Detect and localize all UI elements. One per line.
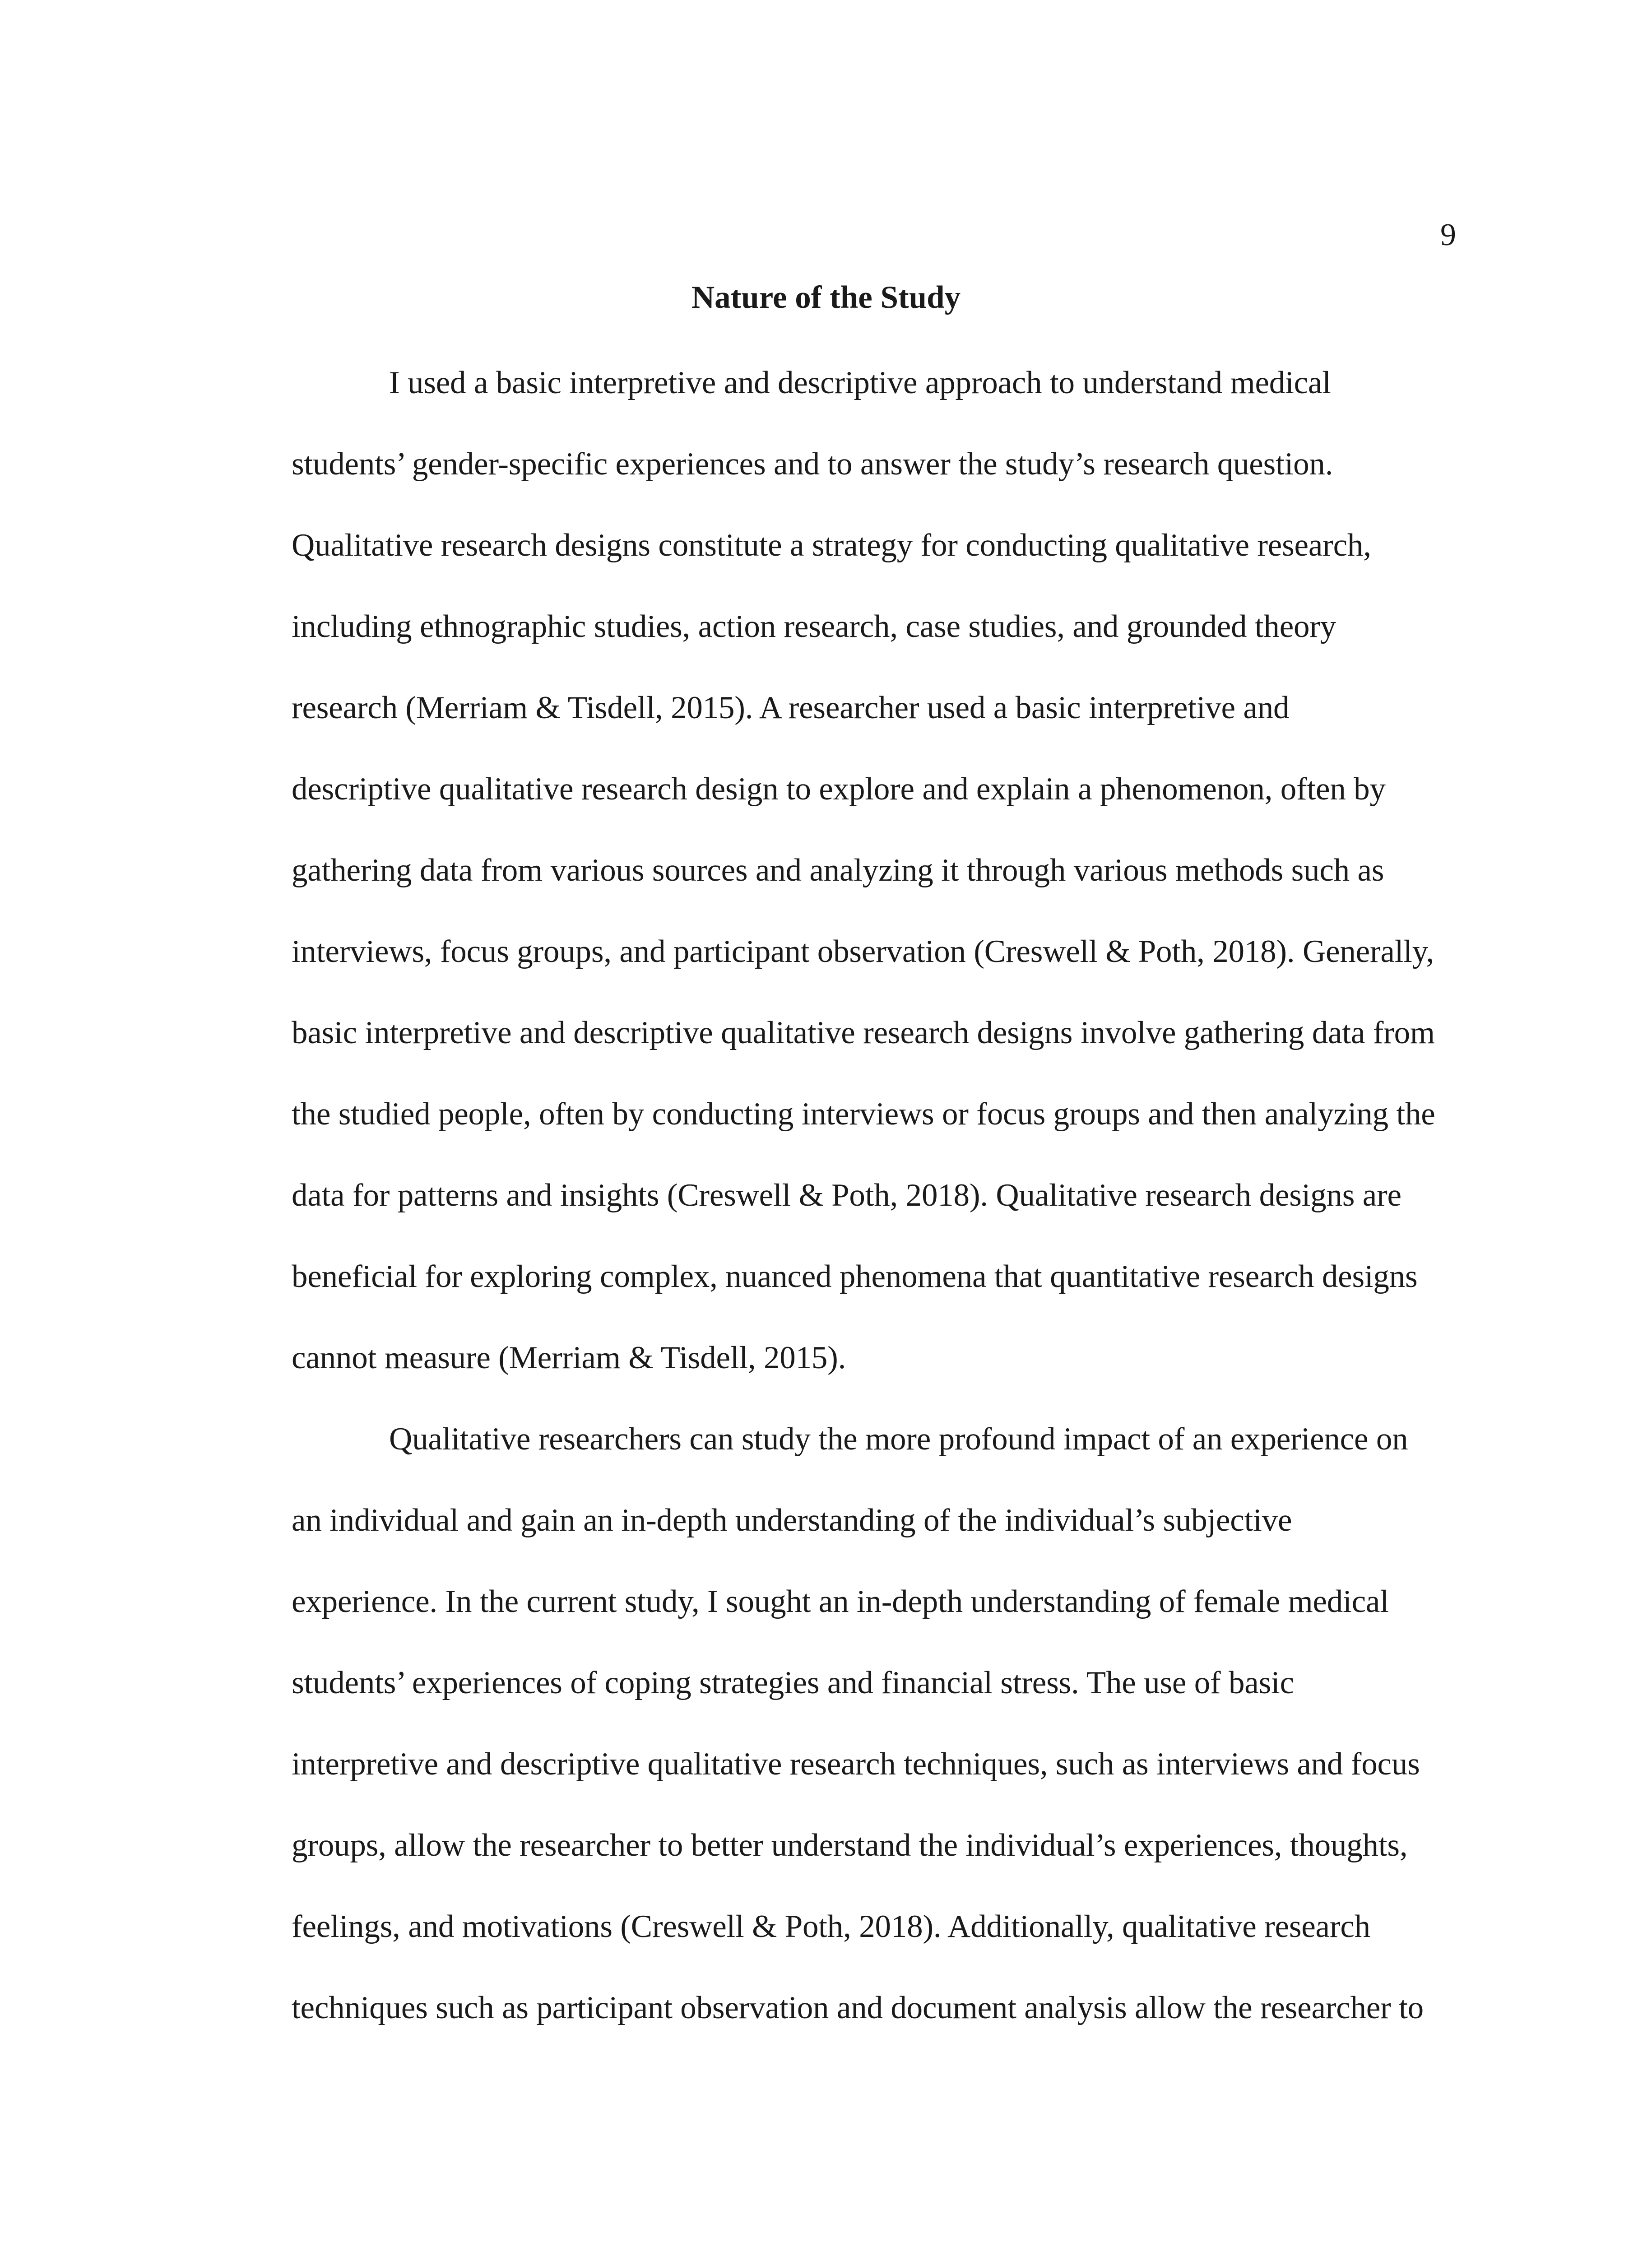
paragraph-1-line: cannot measure (Merriam & Tisdell, 2015). xyxy=(292,1340,846,1375)
paragraph-2-line: Qualitative researchers can study the more profound impact of an experience on xyxy=(389,1421,1408,1457)
paragraph-1-line: students’ gender-specific experiences and to answer the study’s research question. xyxy=(292,446,1333,482)
paragraph-1-line: the studied people, often by conducting interviews or focus groups and then analyzing the xyxy=(292,1096,1435,1132)
paragraph-1-line: gathering data from various sources and analyzing it through various methods such as xyxy=(292,853,1384,888)
page-number: 9 xyxy=(1440,218,1456,252)
paragraph-2-line: an individual and gain an in-depth understanding of the individual’s subjective xyxy=(292,1503,1292,1538)
paragraph-1-line: I used a basic interpretive and descriptive approach to understand medical xyxy=(389,365,1331,400)
paragraph-1-line: interviews, focus groups, and participant observation (Creswell & Poth, 2018). Generally, xyxy=(292,934,1434,969)
paragraph-2-line: students’ experiences of coping strategies and financial stress. The use of basic xyxy=(292,1665,1294,1700)
paragraph-1-line: including ethnographic studies, action research, case studies, and grounded theory xyxy=(292,609,1336,644)
paragraph-1-line: research (Merriam & Tisdell, 2015). A researcher used a basic interpretive and xyxy=(292,690,1290,725)
paragraph-2-line: techniques such as participant observation and document analysis allow the researcher to xyxy=(292,1990,1424,2025)
paragraph-2-line: experience. In the current study, I sought an in-depth understanding of female medical xyxy=(292,1584,1389,1619)
paragraph-1-line: data for patterns and insights (Creswell & Poth, 2018). Qualitative research designs are xyxy=(292,1178,1401,1213)
paragraph-2-line: groups, allow the researcher to better understand the individual’s experiences, thoughts, xyxy=(292,1828,1408,1863)
paragraph-1-line: descriptive qualitative research design to explore and explain a phenomenon, often by xyxy=(292,771,1386,807)
paragraph-1-line: Qualitative research designs constitute a strategy for conducting qualitative research, xyxy=(292,528,1371,563)
section-heading: Nature of the Study xyxy=(691,280,961,315)
paragraph-1-line: basic interpretive and descriptive qualitative research designs involve gathering data from xyxy=(292,1015,1435,1050)
paragraph-2-line: interpretive and descriptive qualitative research techniques, such as interviews and focus xyxy=(292,1746,1420,1782)
paragraph-2-line: feelings, and motivations (Creswell & Poth, 2018). Additionally, qualitative research xyxy=(292,1909,1370,1944)
paragraph-1-line: beneficial for exploring complex, nuanced phenomena that quantitative research designs xyxy=(292,1259,1418,1294)
